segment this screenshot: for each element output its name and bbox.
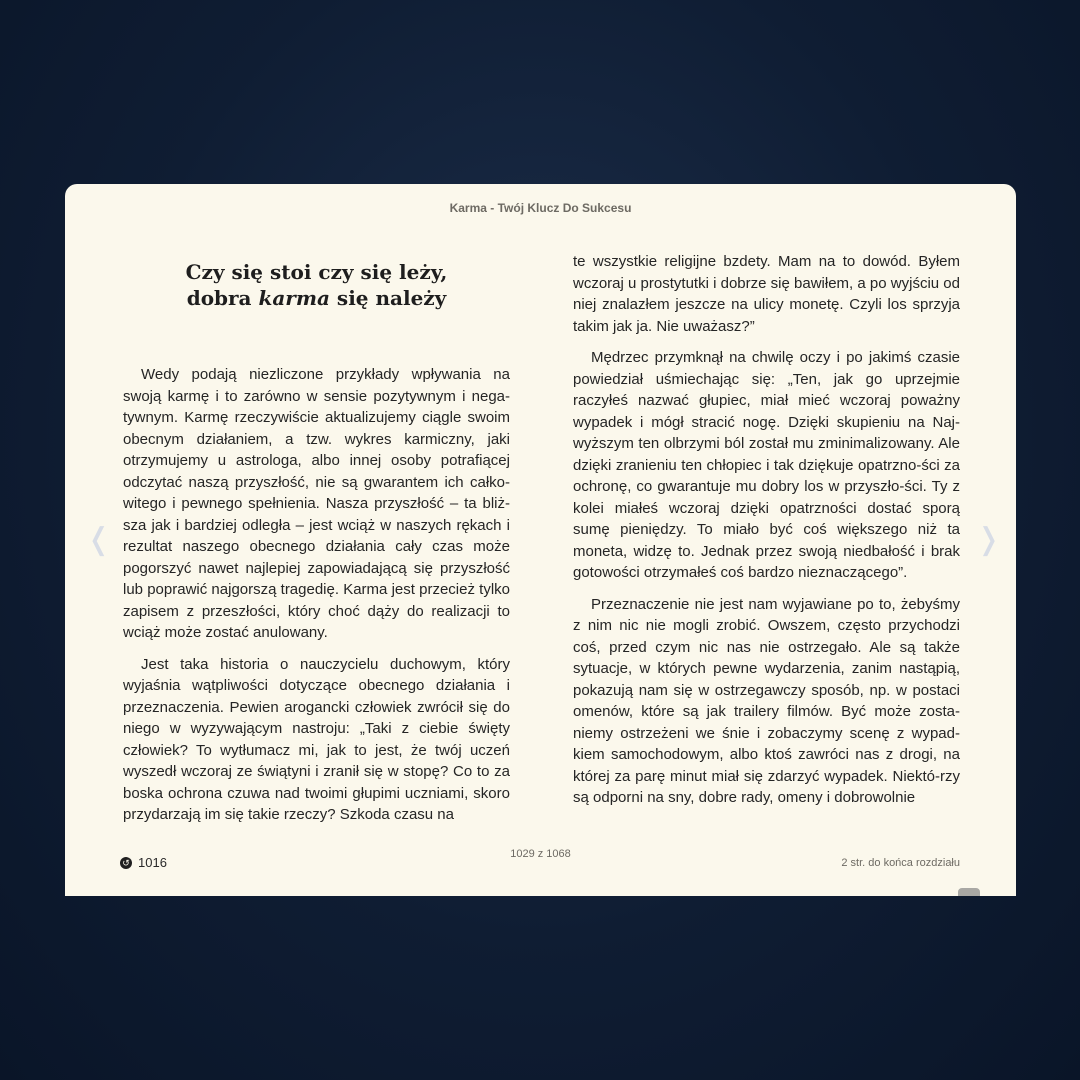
page-position: 1029 z 1068 bbox=[510, 848, 571, 860]
chapter-title-line2-em: karma bbox=[258, 286, 330, 310]
chapter-title-line1: Czy się stoi czy się leży, bbox=[185, 260, 448, 284]
paragraph: Wedy podają niezliczone przykłady wpływania na swoją karmę i to zarówno w sensie pozytywnym i nega-tywnym. Karmę rzeczywiście aktualizujemy ciągle swoim obecnym działaniem, a tzw. wykres karmiczny, jaki otrzymujemy u astrologa, albo innej osoby potrafiącej odczytać naszą przyszłość, nie są gwarantem ich całko-witego i pewnego spełnienia. Nasza przyszłość – ta bliż-sza jak i bardziej odległa – jest wciąż w naszych rękach i rezultat naszego obecnego działania cały czas może pogorszyć nawet najlepiej zapowiadającą się przyszłość lub poprawić najgorszą tragedię. Karma jest przecież tylko zapisem z przeszłości, który choć dąży do realizacji to wciąż może zostać anulowany. bbox=[123, 366, 510, 641]
paragraph: te wszystkie religijne bzdety. Mam na to dowód. Byłem wczoraj u prostytutki i dobrze się bawiłem, a po wyjściu od niej znalazłem jeszcze na ulicy monetę. Czyli los sprzyja takim jak ja. Nie uważasz?” bbox=[573, 253, 960, 335]
scroll-handle[interactable] bbox=[958, 888, 980, 896]
next-page-button[interactable]: ❭ bbox=[976, 522, 1002, 557]
left-column bbox=[123, 259, 510, 836]
paragraph: Przeznaczenie nie jest nam wyjawiane po to, żebyśmy z nim nic nie mogli zrobić. Owszem, często przychodzi coś, przed czym nic nas nie ostrzegało. Ale są także sytuacje, w których pewne wydarzenia, zanim nastąpią, pokazują nam się w ostrzegawczy sposób, np. w postaci omenów, które są jak trailery filmów. Być może zosta-niemy ostrzeżeni we śnie i zobaczymy scenę z wypad-kiem samochodowym, albo ktoś zawróci nas z drogi, na której za parę minut miał się zdarzyć wypadek. Niektó-rzy są odporni na sny, dobre rady, omeny i dobrowolnie bbox=[573, 595, 960, 806]
right-column bbox=[573, 251, 960, 819]
chapter-title-line2-a: dobra bbox=[186, 286, 259, 310]
previous-page-button[interactable]: ❬ bbox=[86, 522, 112, 557]
back-arrow-icon: ↺ bbox=[120, 857, 132, 869]
chapter-title-line2-b: się należy bbox=[329, 286, 447, 310]
paragraph: Jest taka historia o nauczycielu duchowym, który wyjaśnia wątpliwości dotyczące obecnego działania i przeznaczenia. Pewien arogancki człowiek zwrócił się do niego w wyzywającym nastroju: „Taki z ciebie święty człowiek? To wytłumacz mi, jak to jest, że twój uczeń wyszedł wczoraj ze świątyni i zranił się w stopę? Co to za boska ochrona czuwa nad twoimi głupimi uczniami, skoro przydarzają im się takie rzeczy? Szkoda czasu na bbox=[123, 655, 510, 823]
pages-left-in-chapter: 2 str. do końca rozdziału bbox=[841, 857, 960, 869]
book-title: Karma - Twój Klucz Do Sukcesu bbox=[449, 201, 632, 215]
chapter-title bbox=[123, 259, 510, 311]
paragraph: Mędrzec przymknął na chwilę oczy i po jakimś czasie powiedział uśmiechając się: „Ten, jak go uprzejmie raczyłeś nazwać głupiec, miał mieć wczoraj poważny wypadek i mógł stracić nogę. Dzięki skupieniu na Naj-wyższym ten olbrzymi ból został mu zminimalizowany. Ale dzięki zranieniu ten chłopiec i tak dziękuje opatrzno-ści za ochronę, co gwarantuje mu dobry los w przyszło-ści. Ty z kolei miałeś wczoraj dzięki opatrzności dostać sporą sumę pieniędzy. To miało być coś większego niż ta moneta, widzę to. Jednak przez swoją niedbałość i brak gotowości otrzymałeś coś bardzo nieznaczącego”. bbox=[573, 349, 960, 581]
back-page-number: 1016 bbox=[138, 855, 167, 870]
reader-page bbox=[65, 184, 1016, 896]
